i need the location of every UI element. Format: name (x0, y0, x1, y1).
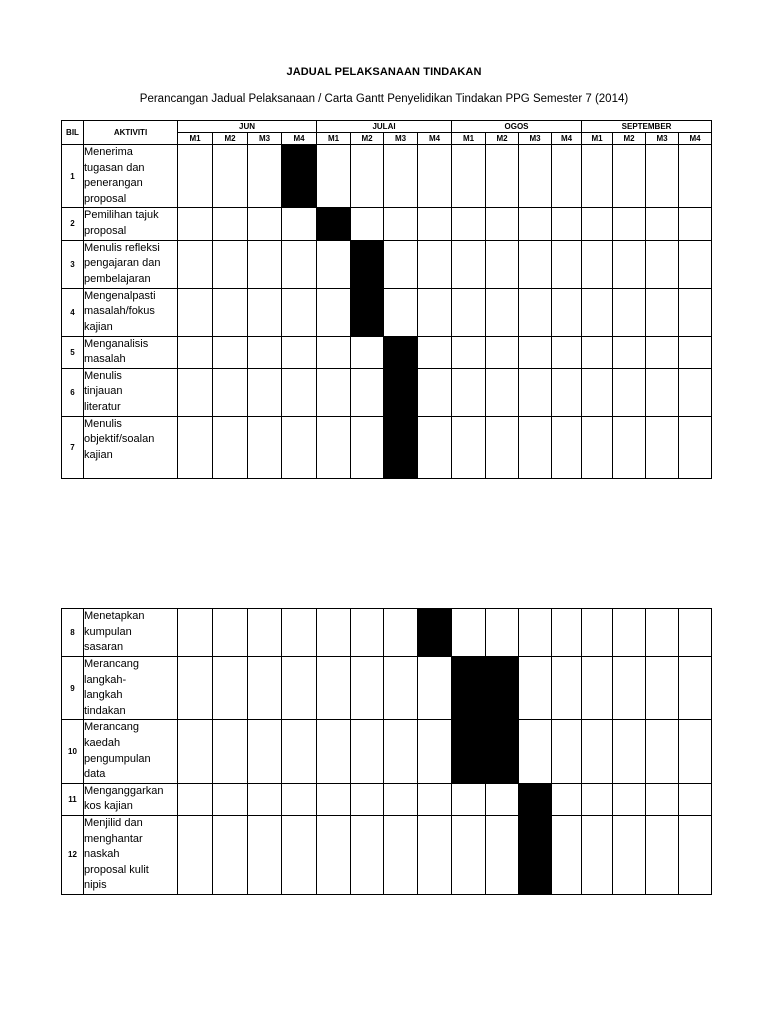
gantt-cell (317, 720, 351, 783)
row-number: 4 (62, 288, 84, 336)
gantt-cell (384, 720, 418, 783)
gantt-cell (582, 609, 613, 657)
gantt-cell (552, 657, 582, 720)
header-week-julai-m4: M4 (418, 133, 452, 145)
gantt-cell (178, 416, 213, 478)
gantt-cell (248, 416, 282, 478)
gantt-cell (679, 815, 712, 894)
gantt-cell (486, 288, 519, 336)
gantt-cell (282, 240, 317, 288)
gantt-cell (679, 240, 712, 288)
gantt-cell (486, 609, 519, 657)
row-number: 10 (62, 720, 84, 783)
table-row (62, 208, 712, 240)
table-row (62, 336, 712, 368)
gantt-cell (178, 609, 213, 657)
gantt-cell (679, 609, 712, 657)
gantt-cell (582, 815, 613, 894)
gantt-cell (613, 145, 646, 208)
gantt-cell (552, 145, 582, 208)
gantt-cell (317, 368, 351, 416)
gantt-cell (178, 145, 213, 208)
gantt-cell (384, 208, 418, 240)
gantt-cell (519, 288, 552, 336)
gantt-cell (613, 609, 646, 657)
table-row (62, 368, 712, 416)
header-week-jun-m2: M2 (213, 133, 248, 145)
gantt-cell (613, 336, 646, 368)
gantt-cell (178, 288, 213, 336)
gantt-cell (582, 240, 613, 288)
table-row (62, 145, 712, 208)
gantt-cell (582, 145, 613, 208)
gantt-cell (613, 657, 646, 720)
gantt-cell (646, 720, 679, 783)
gantt-cell (418, 720, 452, 783)
header-week-ogos-m4: M4 (552, 133, 582, 145)
gantt-cell (317, 240, 351, 288)
row-number: 1 (62, 145, 84, 208)
gantt-cell (552, 720, 582, 783)
gantt-cell (679, 208, 712, 240)
document-title: JADUAL PELAKSANAAN TINDAKAN (286, 66, 482, 78)
gantt-cell (452, 416, 486, 478)
table-row (62, 609, 712, 657)
gantt-cell (178, 368, 213, 416)
gantt-cell (282, 336, 317, 368)
gantt-cell (317, 336, 351, 368)
gantt-cell (351, 368, 384, 416)
gantt-cell (552, 336, 582, 368)
gantt-bar-cell (519, 815, 552, 894)
gantt-bar-cell (418, 609, 452, 657)
gantt-cell (679, 336, 712, 368)
gantt-bar-cell (282, 145, 317, 208)
table-row (62, 416, 712, 478)
gantt-cell (282, 208, 317, 240)
activity-name: Menulis refleksi pengajaran dan pembelajaran (84, 240, 178, 288)
gantt-bar-cell (384, 368, 418, 416)
gantt-cell (418, 145, 452, 208)
header-week-ogos-m1: M1 (452, 133, 486, 145)
activity-name: Menerima tugasan dan penerangan proposal (84, 145, 178, 208)
gantt-cell (317, 657, 351, 720)
gantt-cell (646, 145, 679, 208)
gantt-cell (418, 815, 452, 894)
gantt-cell (248, 336, 282, 368)
gantt-cell (486, 368, 519, 416)
table-row (62, 720, 712, 783)
gantt-cell (213, 609, 248, 657)
gantt-cell (582, 288, 613, 336)
gantt-cell (418, 368, 452, 416)
activity-name: Menetapkan kumpulan sasaran (84, 609, 178, 657)
gantt-cell (317, 416, 351, 478)
gantt-cell (351, 657, 384, 720)
header-week-september-m4: M4 (679, 133, 712, 145)
gantt-cell (519, 416, 552, 478)
gantt-cell (646, 783, 679, 815)
gantt-cell (213, 657, 248, 720)
gantt-cell (248, 609, 282, 657)
gantt-bar-cell (351, 240, 384, 288)
gantt-cell (213, 815, 248, 894)
row-number: 12 (62, 815, 84, 894)
header-row-months (62, 121, 712, 133)
header-month-jun: JUN (178, 121, 317, 133)
gantt-cell (317, 288, 351, 336)
gantt-cell (282, 609, 317, 657)
gantt-cell (519, 657, 552, 720)
header-month-ogos: OGOS (452, 121, 582, 133)
gantt-cell (178, 783, 213, 815)
header-aktiviti: AKTIVITI (84, 121, 178, 145)
gantt-cell (582, 208, 613, 240)
gantt-cell (519, 368, 552, 416)
gantt-cell (452, 145, 486, 208)
gantt-cell (282, 720, 317, 783)
row-number: 9 (62, 657, 84, 720)
header-week-ogos-m2: M2 (486, 133, 519, 145)
gantt-cell (351, 416, 384, 478)
gantt-cell (646, 336, 679, 368)
gantt-cell (213, 145, 248, 208)
gantt-cell (282, 657, 317, 720)
gantt-cell (317, 609, 351, 657)
header-week-julai-m1: M1 (317, 133, 351, 145)
activity-name: Menjilid dan menghantar naskah proposal kulit nipis (84, 815, 178, 894)
gantt-cell (384, 145, 418, 208)
gantt-cell (452, 336, 486, 368)
gantt-cell (452, 609, 486, 657)
gantt-cell (646, 208, 679, 240)
gantt-cell (418, 416, 452, 478)
gantt-cell (613, 368, 646, 416)
gantt-cell (613, 288, 646, 336)
gantt-cell (552, 368, 582, 416)
gantt-cell (178, 720, 213, 783)
row-number: 7 (62, 416, 84, 478)
gantt-cell (178, 208, 213, 240)
table-row (62, 815, 712, 894)
gantt-cell (582, 720, 613, 783)
header-month-julai: JULAI (317, 121, 452, 133)
gantt-cell (282, 815, 317, 894)
gantt-cell (248, 145, 282, 208)
activity-name: Merancang langkah- langkah tindakan (84, 657, 178, 720)
gantt-cell (679, 657, 712, 720)
activity-name: Pemilihan tajuk proposal (84, 208, 178, 240)
gantt-cell (452, 240, 486, 288)
header-week-september-m1: M1 (582, 133, 613, 145)
gantt-cell (213, 336, 248, 368)
activity-name: Merancang kaedah pengumpulan data (84, 720, 178, 783)
gantt-cell (384, 783, 418, 815)
gantt-cell (519, 720, 552, 783)
gantt-cell (282, 783, 317, 815)
gantt-cell (213, 720, 248, 783)
gantt-cell (351, 720, 384, 783)
gantt-cell (351, 815, 384, 894)
gantt-cell (282, 288, 317, 336)
gantt-cell (384, 657, 418, 720)
table-row (62, 657, 712, 720)
gantt-cell (486, 145, 519, 208)
gantt-cell (486, 783, 519, 815)
gantt-cell (646, 288, 679, 336)
gantt-bar-cell (317, 208, 351, 240)
header-week-julai-m2: M2 (351, 133, 384, 145)
gantt-cell (552, 416, 582, 478)
gantt-cell (248, 288, 282, 336)
header-month-september: SEPTEMBER (582, 121, 712, 133)
gantt-cell (248, 783, 282, 815)
gantt-cell (178, 336, 213, 368)
header-bil: BIL (62, 121, 84, 145)
gantt-cell (613, 783, 646, 815)
gantt-cell (679, 288, 712, 336)
gantt-cell (519, 240, 552, 288)
gantt-cell (178, 815, 213, 894)
gantt-cell (679, 145, 712, 208)
gantt-cell (582, 336, 613, 368)
table-row (62, 288, 712, 336)
gantt-bar-cell (452, 657, 486, 720)
gantt-cell (213, 288, 248, 336)
header-week-julai-m3: M3 (384, 133, 418, 145)
gantt-cell (213, 208, 248, 240)
gantt-cell (582, 368, 613, 416)
gantt-cell (351, 145, 384, 208)
gantt-cell (646, 609, 679, 657)
gantt-cell (351, 609, 384, 657)
gantt-cell (384, 609, 418, 657)
header-week-jun-m4: M4 (282, 133, 317, 145)
gantt-cell (452, 783, 486, 815)
gantt-cell (613, 416, 646, 478)
header-week-jun-m3: M3 (248, 133, 282, 145)
header-week-september-m3: M3 (646, 133, 679, 145)
gantt-cell (213, 416, 248, 478)
gantt-cell (317, 145, 351, 208)
gantt-cell (679, 720, 712, 783)
gantt-cell (418, 783, 452, 815)
gantt-cell (178, 240, 213, 288)
gantt-cell (418, 336, 452, 368)
gantt-cell (418, 208, 452, 240)
gantt-cell (384, 815, 418, 894)
gantt-bar-cell (351, 288, 384, 336)
gantt-cell (248, 240, 282, 288)
gantt-cell (248, 720, 282, 783)
gantt-cell (552, 609, 582, 657)
gantt-cell (178, 657, 213, 720)
activity-name: Mengenalpasti masalah/fokus kajian (84, 288, 178, 336)
gantt-bar-cell (384, 336, 418, 368)
gantt-cell (248, 368, 282, 416)
row-number: 5 (62, 336, 84, 368)
gantt-cell (552, 783, 582, 815)
activity-name: Menulis objektif/soalan kajian (84, 416, 178, 478)
gantt-cell (282, 416, 317, 478)
gantt-cell (613, 815, 646, 894)
header-week-ogos-m3: M3 (519, 133, 552, 145)
gantt-cell (519, 208, 552, 240)
gantt-table-top (61, 120, 712, 479)
gantt-cell (351, 208, 384, 240)
header-week-september-m2: M2 (613, 133, 646, 145)
gantt-bar-cell (486, 657, 519, 720)
gantt-cell (452, 815, 486, 894)
document-subtitle: Perancangan Jadual Pelaksanaan / Carta Gantt Penyelidikan Tindakan PPG Semester 7 (2014) (139, 93, 629, 105)
row-number: 3 (62, 240, 84, 288)
table-row (62, 783, 712, 815)
table-row (62, 240, 712, 288)
header-week-jun-m1: M1 (178, 133, 213, 145)
gantt-cell (679, 416, 712, 478)
gantt-cell (613, 208, 646, 240)
gantt-cell (646, 815, 679, 894)
gantt-cell (418, 240, 452, 288)
gantt-bar-cell (519, 783, 552, 815)
gantt-cell (486, 815, 519, 894)
gantt-cell (582, 416, 613, 478)
row-number: 8 (62, 609, 84, 657)
gantt-cell (418, 657, 452, 720)
gantt-cell (552, 815, 582, 894)
gantt-bar-cell (452, 720, 486, 783)
gantt-cell (486, 336, 519, 368)
gantt-cell (248, 657, 282, 720)
gantt-bar-cell (486, 720, 519, 783)
gantt-cell (384, 288, 418, 336)
gantt-cell (384, 240, 418, 288)
row-number: 11 (62, 783, 84, 815)
activity-name: Menganggarkan kos kajian (84, 783, 178, 815)
gantt-bar-cell (384, 416, 418, 478)
gantt-cell (646, 657, 679, 720)
activity-name: Menulis tinjauan literatur (84, 368, 178, 416)
gantt-cell (613, 720, 646, 783)
gantt-cell (486, 240, 519, 288)
gantt-cell (282, 368, 317, 416)
gantt-cell (351, 783, 384, 815)
gantt-cell (486, 416, 519, 478)
row-number: 2 (62, 208, 84, 240)
gantt-cell (582, 783, 613, 815)
gantt-cell (613, 240, 646, 288)
gantt-cell (317, 783, 351, 815)
gantt-cell (519, 336, 552, 368)
gantt-cell (317, 815, 351, 894)
row-number: 6 (62, 368, 84, 416)
gantt-cell (452, 208, 486, 240)
gantt-cell (679, 368, 712, 416)
gantt-cell (519, 145, 552, 208)
gantt-cell (248, 815, 282, 894)
gantt-cell (418, 288, 452, 336)
gantt-cell (552, 240, 582, 288)
gantt-cell (248, 208, 282, 240)
gantt-cell (552, 288, 582, 336)
gantt-cell (646, 240, 679, 288)
gantt-cell (519, 609, 552, 657)
gantt-cell (213, 368, 248, 416)
gantt-cell (452, 368, 486, 416)
gantt-table-bottom (61, 608, 712, 895)
gantt-cell (582, 657, 613, 720)
activity-name: Menganalisis masalah (84, 336, 178, 368)
gantt-cell (646, 368, 679, 416)
gantt-cell (679, 783, 712, 815)
gantt-cell (486, 208, 519, 240)
gantt-cell (452, 288, 486, 336)
gantt-cell (351, 336, 384, 368)
gantt-cell (213, 783, 248, 815)
gantt-cell (213, 240, 248, 288)
gantt-cell (646, 416, 679, 478)
gantt-cell (552, 208, 582, 240)
